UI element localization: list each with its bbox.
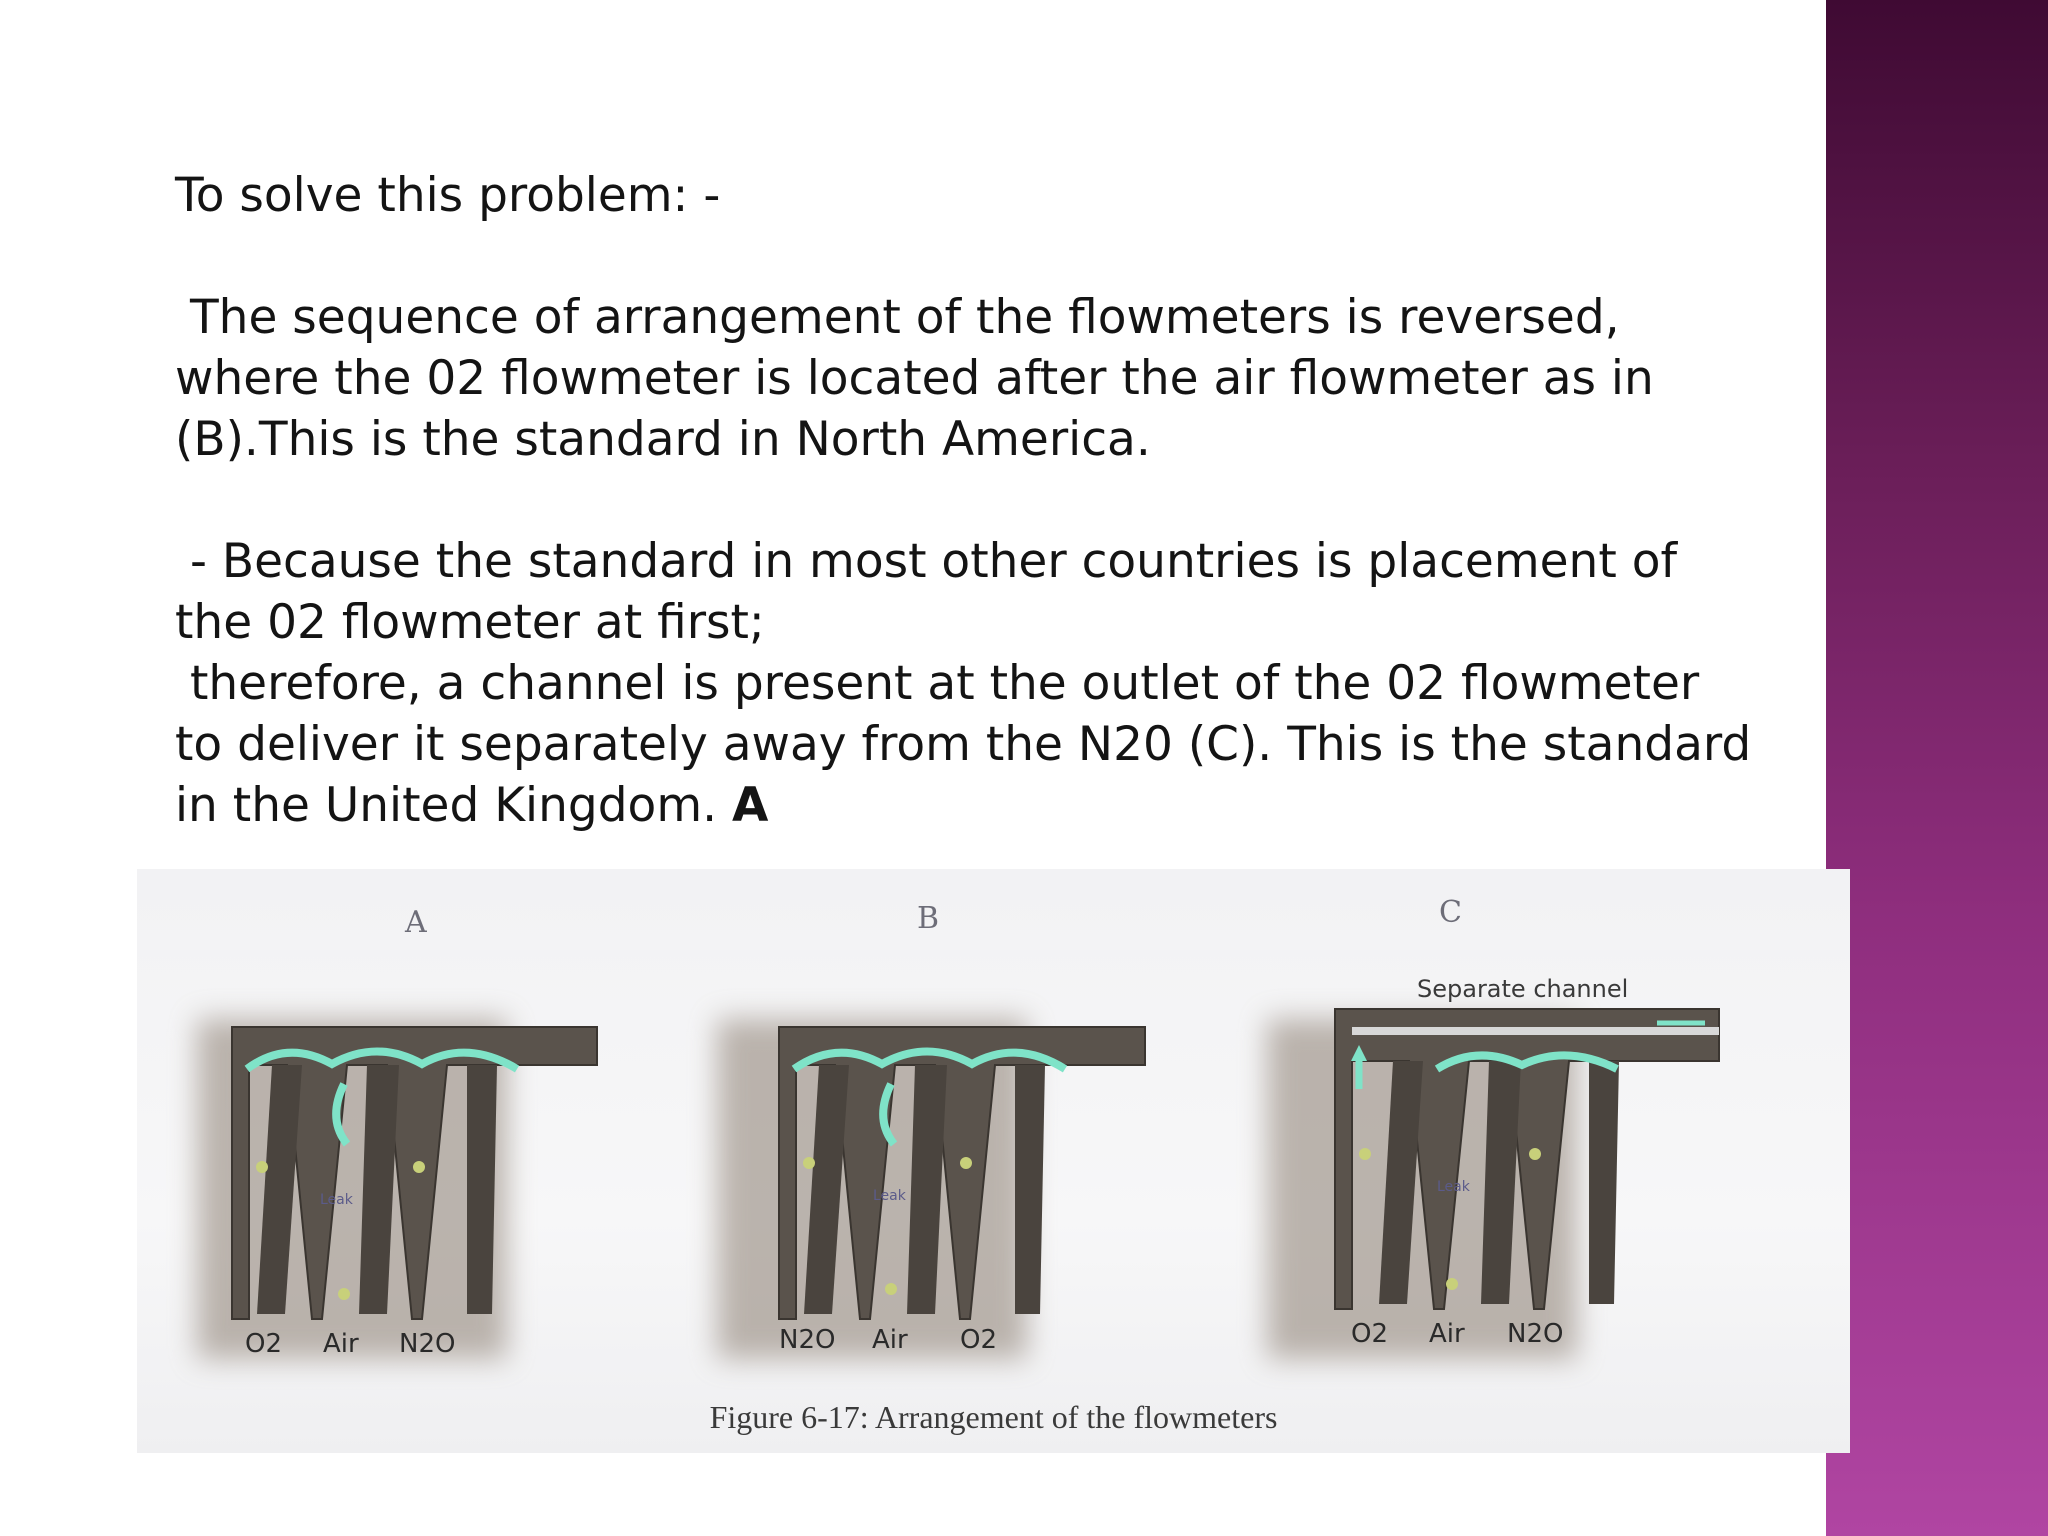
intro-line: To solve this problem: -: [175, 168, 721, 223]
para2-line-3: therefore, a channel is present at the outlet of the 02 flowmeter: [175, 656, 1700, 711]
panel-b-gas-1: N2O: [779, 1325, 836, 1355]
para1-line-1: The sequence of arrangement of the flowmeters is reversed,: [175, 290, 1620, 345]
panel-c-gas-1: O2: [1351, 1319, 1389, 1349]
panel-a-letter: A: [405, 905, 427, 940]
flowmeter-figure: [137, 869, 1850, 1453]
slide-text: [175, 165, 1752, 836]
panel-b-gas-3: O2: [960, 1325, 998, 1355]
panel-a-gas-2: Air: [323, 1329, 359, 1359]
para2-line-5-bold: A: [731, 778, 769, 833]
panel-b-gas-2: Air: [872, 1325, 908, 1355]
panel-a-leak-label: Leak: [320, 1192, 353, 1208]
flowmeter-diagram: [137, 869, 1850, 1453]
panel-b-diagram: [717, 1019, 1145, 1359]
separate-channel-label: Separate channel: [1417, 975, 1629, 1003]
panel-c-letter: C: [1439, 895, 1462, 930]
para1-line-3: (B).This is the standard in North America.: [175, 412, 1151, 467]
decorative-side-bar: [1826, 0, 2048, 1536]
figure-caption: Figure 6-17: Arrangement of the flowmeters: [709, 1399, 1278, 1435]
panel-a-gas-3: N2O: [399, 1329, 456, 1359]
para2-line-5-text: in the United Kingdom.: [175, 778, 732, 833]
para2-line-2: the 02 flowmeter at first;: [175, 595, 765, 650]
panel-a-diagram: [197, 1019, 597, 1359]
panel-b-leak-label: Leak: [873, 1188, 906, 1204]
para1-line-2: where the 02 flowmeter is located after the air flowmeter as in: [175, 351, 1654, 406]
panel-a-gas-1: O2: [245, 1329, 283, 1359]
panel-b-letter: B: [917, 901, 940, 936]
panel-c-gas-3: N2O: [1507, 1319, 1564, 1349]
para2-line-1: - Because the standard in most other countries is placement of: [175, 534, 1678, 589]
para2-line-5: [175, 775, 1735, 836]
panel-c-leak-label: Leak: [1437, 1179, 1470, 1195]
panel-c-diagram: [1267, 1009, 1719, 1359]
panel-c-gas-2: Air: [1429, 1319, 1465, 1349]
para2-line-4: to deliver it separately away from the N20 (C). This is the standard: [175, 717, 1752, 772]
